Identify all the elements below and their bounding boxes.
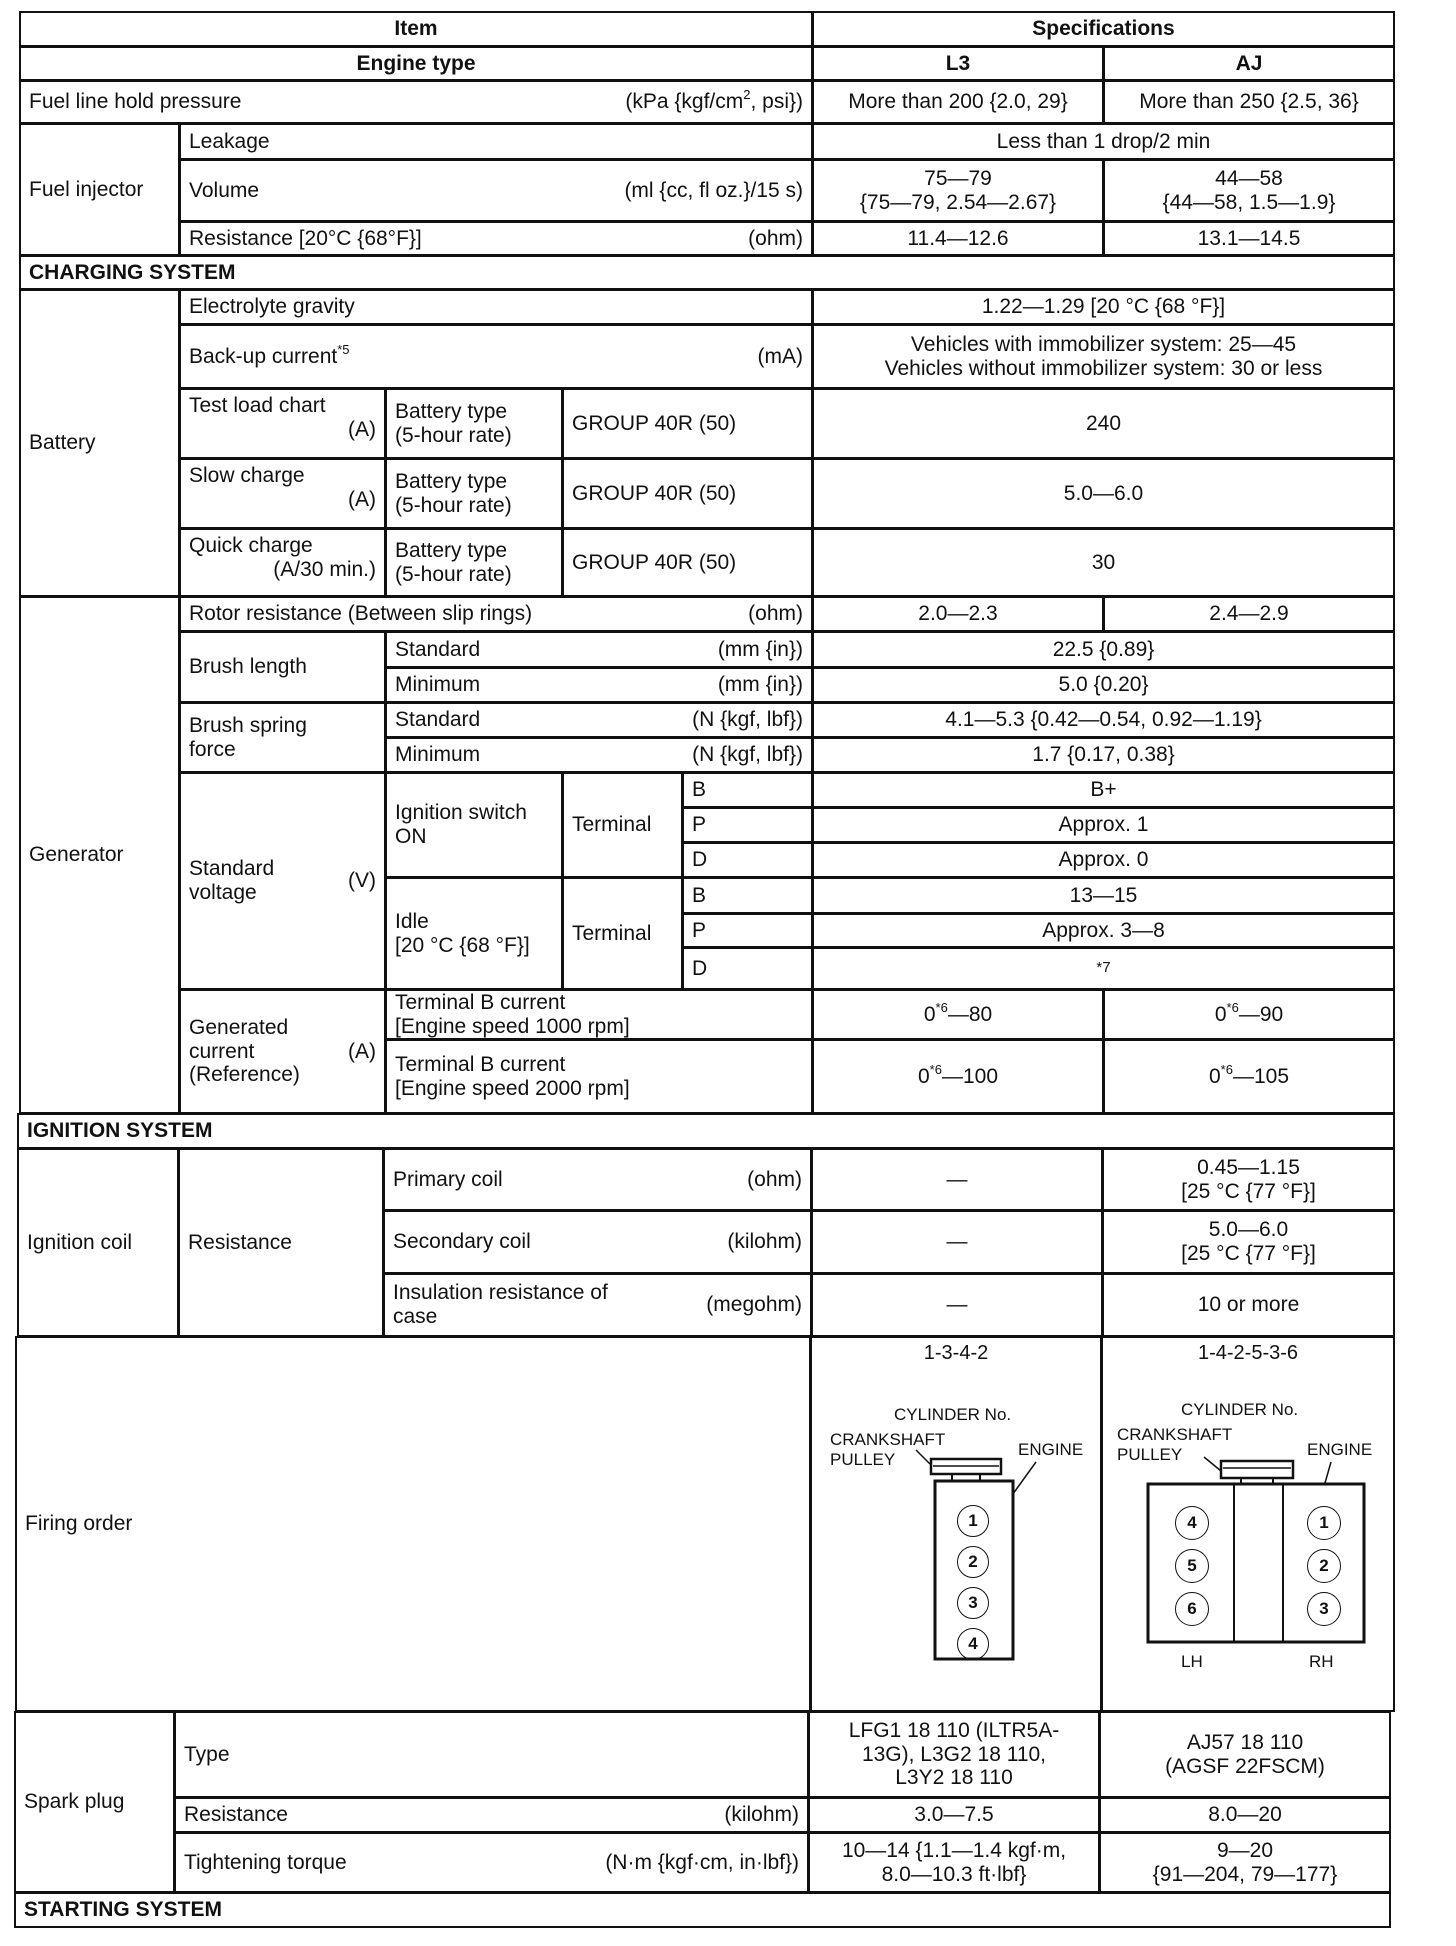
ignition-coil-resistance-label: Resistance [178,1148,384,1337]
injector-resistance-l3: 11.4—12.6 [812,221,1104,256]
header-specifications [812,11,1395,47]
quick-charge-battery-type: Battery type (5-hour rate) [385,528,563,597]
aj-lh-label: LH [1181,1652,1203,1671]
injector-resistance-aj: 13.1—14.5 [1103,221,1395,256]
aj-engine-label: ENGINE [1307,1440,1373,1459]
section-ignition-system: IGNITION SYSTEM [17,1113,1395,1149]
header-item-label: Item [394,17,438,41]
firing-order-aj-cell [1101,1336,1395,1712]
firing-order-aj-sequence: 1-4-2-5-3-6 [1197,1342,1299,1364]
tightening-torque-label: Tightening torque (N·m {kgf·cm, in·lbf}) [174,1832,809,1893]
insulation-resistance-l3: — [811,1273,1103,1337]
spark-plug-type-l3: LFG1 18 110 (ILTR5A- 13G), L3G2 18 110, L3Y2 18 110 [808,1711,1100,1798]
slow-charge-battery-type: Battery type (5-hour rate) [385,458,563,529]
ign-on-terminal-d-value: Approx. 0 [812,842,1395,878]
ignition-switch-on-label: Ignition switch ON [385,772,563,878]
spark-plug-resistance-aj: 8.0—20 [1099,1797,1391,1833]
brush-spring-label: Brush spring force [179,702,386,773]
brush-spring-standard-value: 4.1—5.3 {0.42—0.54, 0.92—1.19} [812,702,1395,738]
fuel-hold-pressure-l3: More than 200 {2.0, 29} [812,80,1104,124]
firing-order-label: Firing order [15,1336,811,1712]
brush-length-minimum-value: 5.0 {0.20} [812,667,1395,703]
header-engine-type [19,46,813,81]
brush-length-minimum: Minimum (mm {in}) [385,667,813,703]
firing-order-l3-sequence: 1-3-4-2 [923,1342,989,1364]
spark-plug-resistance-label: Resistance (kilohm) [174,1797,809,1833]
generated-current-1000rpm-label: Terminal B current [Engine speed 1000 rpm] [385,989,813,1040]
idle-label: Idle [20 °C {68 °F}] [385,877,563,990]
fuel-hold-pressure-text: Fuel line hold pressure [29,90,242,114]
injector-resistance-label: Resistance [20°C {68°F}] (ohm) [179,221,813,256]
brush-length-standard-value: 22.5 {0.89} [812,631,1395,668]
aj-cylinder-2: 2 [1307,1549,1341,1583]
volume-label: Volume (ml {cc, fl oz.}/15 s) [179,159,813,222]
aj-cylinder-5: 5 [1175,1549,1209,1583]
slow-charge-value: 5.0—6.0 [812,458,1395,529]
test-load-value: 240 [812,388,1395,459]
generated-current-1000rpm-aj: 0$^{*6}$—90 [1103,989,1395,1040]
spark-plug-label: Spark plug [14,1711,175,1893]
idle-terminal-b: B [682,877,813,914]
aj-cylinder-no-label: CYLINDER No. [1181,1400,1299,1419]
l3-crankshaft-label: CRANKSHAFT [830,1430,946,1449]
ign-on-terminal-label: Terminal [562,772,683,878]
primary-coil-l3: — [811,1148,1103,1211]
leakage-label: Leakage [179,123,813,160]
generated-current-2000rpm-label: Terminal B current [Engine speed 2000 rpm] [385,1039,813,1114]
idle-terminal-p: P [682,913,813,948]
fuel-hold-pressure-label [19,80,813,124]
idle-terminal-label: Terminal [562,877,683,990]
tightening-torque-l3: 10—14 {1.1—1.4 kgf·m, 8.0—10.3 ft·lbf} [808,1832,1100,1893]
aj-cylinder-1: 1 [1307,1506,1341,1540]
aj-label: AJ [1235,51,1263,75]
spark-plug-resistance-l3: 3.0—7.5 [808,1797,1100,1833]
header-item [19,11,813,47]
aj-cylinder-6: 6 [1175,1592,1209,1626]
l3-engine-label: ENGINE [1018,1440,1084,1459]
l3-cylinder-1: 1 [957,1505,989,1537]
quick-charge-group: GROUP 40R (50) [562,528,813,597]
insulation-resistance-label: Insulation resistance of case (megohm) [383,1273,812,1337]
engine-type-label: Engine type [356,51,476,75]
rotor-resistance-l3: 2.0—2.3 [812,596,1104,632]
generated-current-2000rpm-l3: 0$^{*6}$—100 [812,1039,1104,1114]
aj-crankshaft-label: CRANKSHAFT [1117,1425,1233,1444]
battery-label: Battery [19,289,180,597]
brush-length-standard: Standard (mm {in}) [385,631,813,668]
aj-cylinder-3: 3 [1307,1592,1341,1626]
slow-charge-group: GROUP 40R (50) [562,458,813,529]
ign-on-terminal-p: P [682,807,813,843]
generated-current-1000rpm-l3: 0$^{*6}$—80 [812,989,1104,1040]
idle-terminal-p-value: Approx. 3—8 [812,913,1395,948]
backup-current-value: Vehicles with immobilizer system: 25—45 Vehicles without immobilizer system: 30 or less [812,324,1395,389]
standard-voltage-label: Standard voltage (V) [179,772,386,990]
l3-cylinder-4: 4 [957,1628,989,1660]
brush-spring-minimum-value: 1.7 {0.17, 0.38} [812,737,1395,773]
secondary-coil-l3: — [811,1210,1103,1274]
idle-terminal-d-value: *7 [812,947,1395,990]
brush-length-label: Brush length [179,631,386,703]
quick-charge-label: Quick charge (A/30 min.) [179,528,386,597]
fuel-injector-label: Fuel injector [19,123,180,256]
idle-terminal-d: D [682,947,813,990]
brush-spring-standard: Standard (N {kgf, lbf}) [385,702,813,738]
l3-pulley-label: PULLEY [830,1450,896,1469]
generated-current-2000rpm-aj: 0$^{*6}$—105 [1103,1039,1395,1114]
test-load-battery-type: Battery type (5-hour rate) [385,388,563,459]
electrolyte-value: 1.22—1.29 [20 °C {68 °F}] [812,289,1395,325]
l3-cylinder-2: 2 [957,1546,989,1578]
idle-terminal-b-value: 13—15 [812,877,1395,914]
header-l3 [812,46,1104,81]
generator-label: Generator [19,596,180,1114]
ign-on-terminal-b: B [682,772,813,808]
test-load-label: Test load chart (A) [179,388,386,459]
rotor-resistance-aj: 2.4—2.9 [1103,596,1395,632]
volume-l3: 75—79 {75—79, 2.54—2.67} [812,159,1104,222]
leakage-value: Less than 1 drop/2 min [812,123,1395,160]
primary-coil-label: Primary coil (ohm) [383,1148,812,1211]
generated-current-label: Generated current (Reference) (A) [179,989,386,1114]
backup-current-label: Back-up current$^{*5}$ (mA) [179,324,813,389]
brush-spring-minimum: Minimum (N {kgf, lbf}) [385,737,813,773]
header-specifications-label: Specifications [1032,17,1175,41]
volume-aj: 44—58 {44—58, 1.5—1.9} [1103,159,1395,222]
header-aj [1103,46,1395,81]
l3-cylinder-no-label: CYLINDER No. [894,1405,1012,1424]
fuel-hold-pressure-unit: (kPa {$kgf/cm^2$, psi}) [625,87,803,114]
ign-on-terminal-p-value: Approx. 1 [812,807,1395,843]
fuel-hold-pressure-aj: More than 250 {2.5, 36} [1103,80,1395,124]
quick-charge-value: 30 [812,528,1395,597]
rotor-resistance-label: Rotor resistance (Between slip rings) (ohm) [179,596,813,632]
primary-coil-aj: 0.45—1.15 [25 °C {77 °F}] [1102,1148,1395,1211]
aj-engine-diagram [1103,1338,1397,1714]
aj-rh-label: RH [1309,1652,1334,1671]
l3-label: L3 [945,51,971,75]
electrolyte-label: Electrolyte gravity [179,289,813,325]
secondary-coil-label: Secondary coil (kilohm) [383,1210,812,1274]
tightening-torque-aj: 9—20 {91—204, 79—177} [1099,1832,1391,1893]
insulation-resistance-aj: 10 or more [1102,1273,1395,1337]
slow-charge-label: Slow charge (A) [179,458,386,529]
spark-plug-type-aj: AJ57 18 110 (AGSF 22FSCM) [1099,1711,1391,1798]
test-load-group: GROUP 40R (50) [562,388,813,459]
ignition-coil-label: Ignition coil [17,1148,179,1337]
l3-cylinder-3: 3 [957,1587,989,1619]
secondary-coil-aj: 5.0—6.0 [25 °C {77 °F}] [1102,1210,1395,1274]
firing-order-l3-cell [810,1336,1102,1712]
ign-on-terminal-d: D [682,842,813,878]
section-starting-system: STARTING SYSTEM [14,1892,1391,1928]
section-charging-system: CHARGING SYSTEM [19,255,1395,290]
aj-cylinder-4: 4 [1175,1506,1209,1540]
aj-pulley-label: PULLEY [1117,1445,1183,1464]
spark-plug-type-label: Type [174,1711,809,1798]
ign-on-terminal-b-value: B+ [812,772,1395,808]
